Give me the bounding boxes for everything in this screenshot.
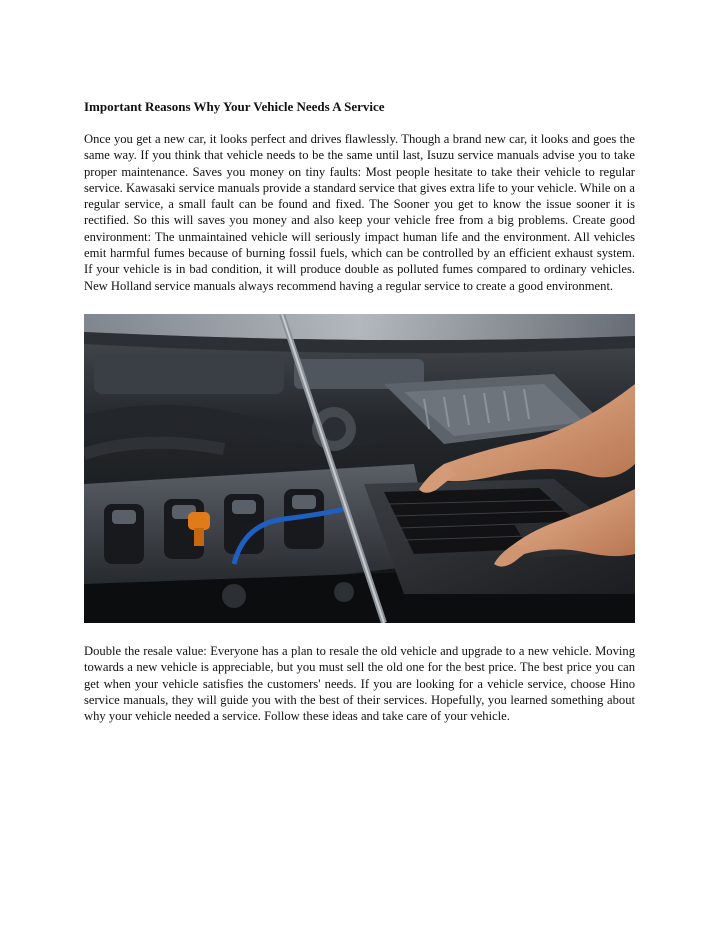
engine-laptop-illustration [84, 314, 635, 623]
engine-laptop-photo [84, 314, 635, 623]
document-title: Important Reasons Why Your Vehicle Needs A Service [84, 99, 385, 114]
paragraph-resale: Double the resale value: Everyone has a plan to resale the old vehicle and upgrade to a new vehicle. Moving towards a new vehicle is appreciable, but you must sell the old one for the best price. The best price you can get when your vehicle satisfies the customers' needs. If you are looking for a vehicle service, choose Hino service manuals, they will guide you with the best of their services. Hopefully, you learned something about why your vehicle needed a service. Follow these ideas and take care of your vehicle. [84, 643, 635, 724]
document-page [84, 98, 635, 724]
paragraph-intro: Once you get a new car, it looks perfect and drives flawlessly. Though a brand new car, it looks and goes the same way. If you think that vehicle needs to be the same until last, Isuzu service manuals advise you to take proper maintenance. Saves you money on tiny faults: Most people hesitate to take their vehicle to regular service. Kawasaki service manuals provide a standard service that gives extra life to your vehicle. While on a regular service, a small fault can be found and fixed. The Sooner you get to know the issue sooner it is rectified. So this will saves you money and also keep your vehicle free from a big problems. Create good environment: The unmaintained vehicle will seriously impact human life and the environment. All vehicles emit harmful fumes because of burning fossil fuels, which can be controlled by an efficient exhaust system. If your vehicle is in bad condition, it will produce double as polluted fumes compared to ordinary vehicles. New Holland service manuals always recommend having a regular service to create a good environment. [84, 132, 635, 293]
